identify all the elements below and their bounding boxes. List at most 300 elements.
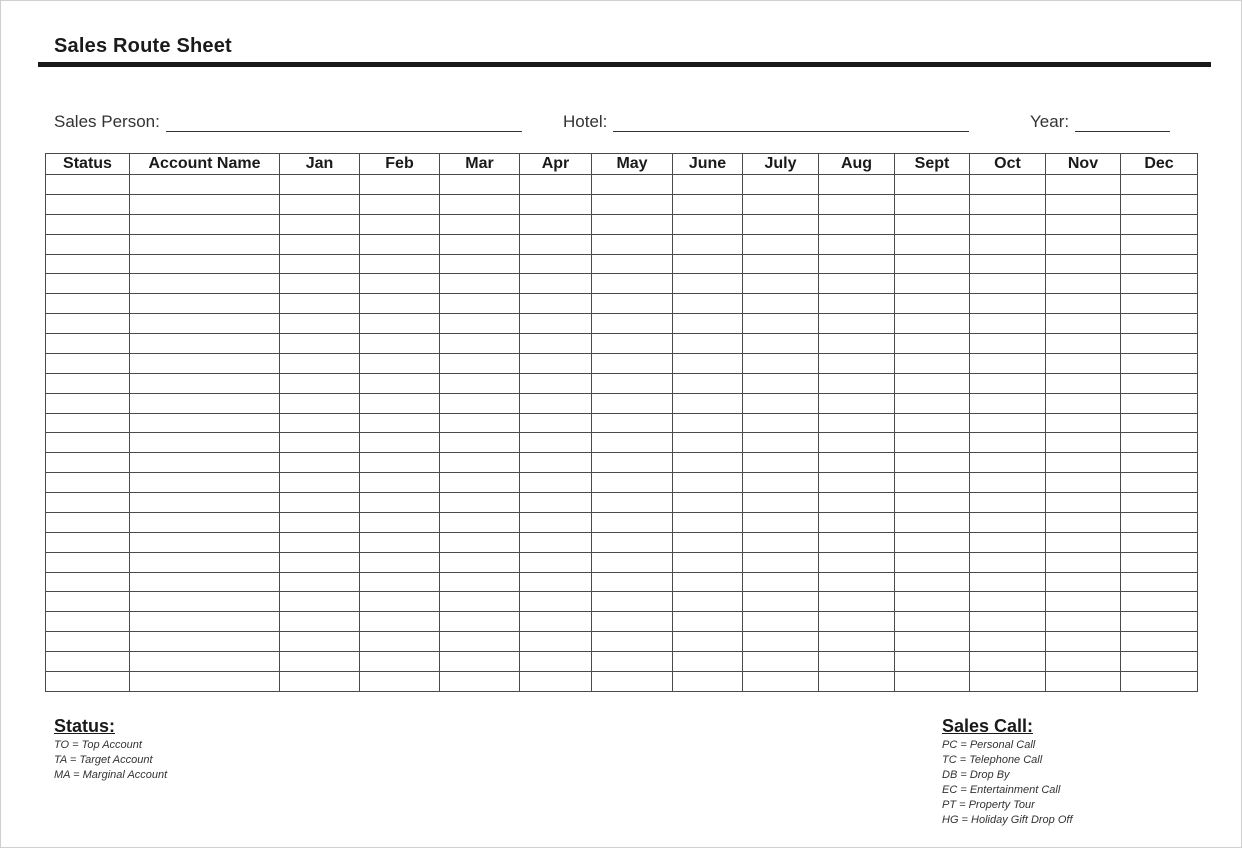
table-cell[interactable]	[520, 512, 592, 532]
table-cell[interactable]	[1046, 413, 1121, 433]
table-cell[interactable]	[743, 294, 819, 314]
table-cell[interactable]	[520, 373, 592, 393]
table-cell[interactable]	[440, 671, 520, 691]
table-cell[interactable]	[280, 612, 360, 632]
table-cell[interactable]	[130, 532, 280, 552]
table-cell[interactable]	[280, 175, 360, 195]
table-cell[interactable]	[895, 194, 970, 214]
table-cell[interactable]	[970, 413, 1046, 433]
table-cell[interactable]	[280, 473, 360, 493]
table-cell[interactable]	[1046, 214, 1121, 234]
table-cell[interactable]	[1121, 413, 1198, 433]
table-cell[interactable]	[360, 652, 440, 672]
table-cell[interactable]	[1121, 254, 1198, 274]
table-cell[interactable]	[1121, 532, 1198, 552]
table-cell[interactable]	[970, 612, 1046, 632]
table-cell[interactable]	[592, 413, 673, 433]
table-cell[interactable]	[592, 194, 673, 214]
table-cell[interactable]	[970, 274, 1046, 294]
table-cell[interactable]	[970, 473, 1046, 493]
table-cell[interactable]	[592, 671, 673, 691]
table-cell[interactable]	[1046, 433, 1121, 453]
table-cell[interactable]	[1121, 473, 1198, 493]
table-cell[interactable]	[743, 453, 819, 473]
table-cell[interactable]	[440, 572, 520, 592]
table-cell[interactable]	[743, 532, 819, 552]
table-cell[interactable]	[743, 671, 819, 691]
table-cell[interactable]	[743, 175, 819, 195]
table-cell[interactable]	[895, 592, 970, 612]
table-cell[interactable]	[1046, 671, 1121, 691]
table-cell[interactable]	[440, 274, 520, 294]
table-cell[interactable]	[592, 552, 673, 572]
table-cell[interactable]	[440, 194, 520, 214]
table-cell[interactable]	[819, 254, 895, 274]
table-cell[interactable]	[970, 214, 1046, 234]
table-cell[interactable]	[520, 572, 592, 592]
table-cell[interactable]	[970, 373, 1046, 393]
table-cell[interactable]	[130, 294, 280, 314]
table-cell[interactable]	[819, 493, 895, 513]
table-cell[interactable]	[819, 473, 895, 493]
table-cell[interactable]	[970, 194, 1046, 214]
table-cell[interactable]	[440, 413, 520, 433]
table-cell[interactable]	[743, 652, 819, 672]
table-cell[interactable]	[673, 532, 743, 552]
table-cell[interactable]	[895, 493, 970, 513]
table-cell[interactable]	[360, 194, 440, 214]
table-cell[interactable]	[1121, 274, 1198, 294]
table-cell[interactable]	[819, 592, 895, 612]
table-cell[interactable]	[520, 473, 592, 493]
table-cell[interactable]	[520, 632, 592, 652]
table-cell[interactable]	[895, 652, 970, 672]
table-cell[interactable]	[130, 314, 280, 334]
table-cell[interactable]	[1121, 234, 1198, 254]
table-cell[interactable]	[46, 254, 130, 274]
table-cell[interactable]	[673, 512, 743, 532]
table-cell[interactable]	[46, 532, 130, 552]
table-cell[interactable]	[592, 652, 673, 672]
table-cell[interactable]	[895, 532, 970, 552]
table-cell[interactable]	[130, 473, 280, 493]
table-cell[interactable]	[819, 175, 895, 195]
table-cell[interactable]	[592, 512, 673, 532]
table-cell[interactable]	[1046, 234, 1121, 254]
table-cell[interactable]	[520, 453, 592, 473]
sales-person-input-line[interactable]	[166, 113, 522, 132]
table-cell[interactable]	[819, 652, 895, 672]
table-cell[interactable]	[1121, 493, 1198, 513]
table-cell[interactable]	[280, 353, 360, 373]
table-cell[interactable]	[673, 632, 743, 652]
table-cell[interactable]	[970, 294, 1046, 314]
table-cell[interactable]	[592, 175, 673, 195]
table-cell[interactable]	[130, 652, 280, 672]
table-cell[interactable]	[1046, 393, 1121, 413]
table-cell[interactable]	[592, 373, 673, 393]
table-cell[interactable]	[46, 671, 130, 691]
table-cell[interactable]	[673, 373, 743, 393]
table-cell[interactable]	[743, 572, 819, 592]
table-cell[interactable]	[520, 592, 592, 612]
table-cell[interactable]	[360, 532, 440, 552]
table-cell[interactable]	[46, 175, 130, 195]
table-cell[interactable]	[360, 314, 440, 334]
table-cell[interactable]	[440, 552, 520, 572]
table-cell[interactable]	[360, 175, 440, 195]
table-cell[interactable]	[819, 294, 895, 314]
table-cell[interactable]	[520, 175, 592, 195]
table-cell[interactable]	[520, 214, 592, 234]
table-cell[interactable]	[895, 473, 970, 493]
table-cell[interactable]	[743, 214, 819, 234]
table-cell[interactable]	[360, 612, 440, 632]
table-cell[interactable]	[819, 393, 895, 413]
table-cell[interactable]	[895, 413, 970, 433]
table-cell[interactable]	[130, 194, 280, 214]
table-cell[interactable]	[280, 572, 360, 592]
table-cell[interactable]	[130, 671, 280, 691]
table-cell[interactable]	[130, 612, 280, 632]
table-cell[interactable]	[280, 294, 360, 314]
table-cell[interactable]	[1046, 453, 1121, 473]
hotel-input-line[interactable]	[613, 113, 969, 132]
table-cell[interactable]	[46, 592, 130, 612]
table-cell[interactable]	[1046, 612, 1121, 632]
table-cell[interactable]	[743, 473, 819, 493]
table-cell[interactable]	[970, 652, 1046, 672]
table-cell[interactable]	[1121, 294, 1198, 314]
table-cell[interactable]	[970, 453, 1046, 473]
table-cell[interactable]	[673, 334, 743, 354]
table-cell[interactable]	[280, 234, 360, 254]
table-cell[interactable]	[360, 294, 440, 314]
table-cell[interactable]	[440, 632, 520, 652]
table-cell[interactable]	[520, 234, 592, 254]
year-input-line[interactable]	[1075, 113, 1170, 132]
table-cell[interactable]	[360, 572, 440, 592]
table-cell[interactable]	[1121, 353, 1198, 373]
table-cell[interactable]	[440, 612, 520, 632]
table-cell[interactable]	[673, 254, 743, 274]
table-cell[interactable]	[360, 234, 440, 254]
table-cell[interactable]	[592, 334, 673, 354]
table-cell[interactable]	[360, 334, 440, 354]
table-cell[interactable]	[970, 254, 1046, 274]
table-cell[interactable]	[743, 194, 819, 214]
table-cell[interactable]	[280, 393, 360, 413]
table-cell[interactable]	[130, 592, 280, 612]
table-cell[interactable]	[895, 632, 970, 652]
table-cell[interactable]	[46, 612, 130, 632]
table-cell[interactable]	[520, 254, 592, 274]
table-cell[interactable]	[440, 453, 520, 473]
table-cell[interactable]	[819, 194, 895, 214]
table-cell[interactable]	[1121, 632, 1198, 652]
table-cell[interactable]	[520, 413, 592, 433]
table-cell[interactable]	[1046, 632, 1121, 652]
table-cell[interactable]	[130, 274, 280, 294]
table-cell[interactable]	[895, 433, 970, 453]
table-cell[interactable]	[520, 294, 592, 314]
table-cell[interactable]	[440, 353, 520, 373]
table-cell[interactable]	[280, 433, 360, 453]
table-cell[interactable]	[743, 314, 819, 334]
table-cell[interactable]	[970, 393, 1046, 413]
table-cell[interactable]	[743, 334, 819, 354]
table-cell[interactable]	[895, 612, 970, 632]
table-cell[interactable]	[970, 353, 1046, 373]
table-cell[interactable]	[819, 353, 895, 373]
table-cell[interactable]	[592, 572, 673, 592]
table-cell[interactable]	[280, 314, 360, 334]
table-cell[interactable]	[1046, 353, 1121, 373]
table-cell[interactable]	[520, 334, 592, 354]
table-cell[interactable]	[592, 473, 673, 493]
table-cell[interactable]	[1046, 652, 1121, 672]
table-cell[interactable]	[520, 612, 592, 632]
table-cell[interactable]	[280, 532, 360, 552]
table-cell[interactable]	[819, 334, 895, 354]
table-cell[interactable]	[130, 552, 280, 572]
table-cell[interactable]	[1121, 393, 1198, 413]
table-cell[interactable]	[819, 373, 895, 393]
table-cell[interactable]	[360, 632, 440, 652]
table-cell[interactable]	[673, 453, 743, 473]
table-cell[interactable]	[1121, 453, 1198, 473]
table-cell[interactable]	[520, 353, 592, 373]
table-cell[interactable]	[46, 294, 130, 314]
table-cell[interactable]	[592, 453, 673, 473]
table-cell[interactable]	[440, 334, 520, 354]
table-cell[interactable]	[130, 493, 280, 513]
table-cell[interactable]	[895, 512, 970, 532]
table-cell[interactable]	[819, 234, 895, 254]
table-cell[interactable]	[819, 512, 895, 532]
table-cell[interactable]	[1046, 552, 1121, 572]
table-cell[interactable]	[1046, 175, 1121, 195]
table-cell[interactable]	[673, 652, 743, 672]
table-cell[interactable]	[592, 234, 673, 254]
table-cell[interactable]	[970, 493, 1046, 513]
table-cell[interactable]	[673, 294, 743, 314]
table-cell[interactable]	[440, 512, 520, 532]
table-cell[interactable]	[819, 532, 895, 552]
table-cell[interactable]	[130, 512, 280, 532]
table-cell[interactable]	[360, 592, 440, 612]
table-cell[interactable]	[280, 512, 360, 532]
table-cell[interactable]	[360, 473, 440, 493]
table-cell[interactable]	[280, 652, 360, 672]
table-cell[interactable]	[46, 214, 130, 234]
table-cell[interactable]	[280, 274, 360, 294]
table-cell[interactable]	[46, 433, 130, 453]
table-cell[interactable]	[1046, 334, 1121, 354]
table-cell[interactable]	[592, 254, 673, 274]
table-cell[interactable]	[970, 552, 1046, 572]
table-cell[interactable]	[743, 552, 819, 572]
table-cell[interactable]	[280, 334, 360, 354]
table-cell[interactable]	[819, 413, 895, 433]
table-cell[interactable]	[280, 373, 360, 393]
table-cell[interactable]	[130, 433, 280, 453]
table-cell[interactable]	[360, 512, 440, 532]
table-cell[interactable]	[520, 552, 592, 572]
table-cell[interactable]	[360, 274, 440, 294]
table-cell[interactable]	[1046, 373, 1121, 393]
table-cell[interactable]	[130, 393, 280, 413]
table-cell[interactable]	[895, 453, 970, 473]
table-cell[interactable]	[130, 175, 280, 195]
table-cell[interactable]	[46, 234, 130, 254]
table-cell[interactable]	[743, 413, 819, 433]
table-cell[interactable]	[46, 572, 130, 592]
table-cell[interactable]	[360, 393, 440, 413]
table-cell[interactable]	[360, 433, 440, 453]
table-cell[interactable]	[280, 194, 360, 214]
table-cell[interactable]	[819, 453, 895, 473]
table-cell[interactable]	[743, 592, 819, 612]
table-cell[interactable]	[895, 353, 970, 373]
table-cell[interactable]	[743, 612, 819, 632]
table-cell[interactable]	[280, 592, 360, 612]
table-cell[interactable]	[280, 552, 360, 572]
table-cell[interactable]	[673, 473, 743, 493]
table-cell[interactable]	[130, 453, 280, 473]
table-cell[interactable]	[280, 493, 360, 513]
table-cell[interactable]	[46, 314, 130, 334]
table-cell[interactable]	[1046, 493, 1121, 513]
table-cell[interactable]	[592, 294, 673, 314]
table-cell[interactable]	[520, 194, 592, 214]
table-cell[interactable]	[819, 671, 895, 691]
table-cell[interactable]	[520, 532, 592, 552]
table-cell[interactable]	[280, 671, 360, 691]
table-cell[interactable]	[440, 433, 520, 453]
table-cell[interactable]	[130, 632, 280, 652]
table-cell[interactable]	[743, 373, 819, 393]
table-cell[interactable]	[280, 453, 360, 473]
table-cell[interactable]	[970, 671, 1046, 691]
table-cell[interactable]	[520, 314, 592, 334]
table-cell[interactable]	[46, 334, 130, 354]
table-cell[interactable]	[970, 314, 1046, 334]
table-cell[interactable]	[673, 314, 743, 334]
table-cell[interactable]	[130, 254, 280, 274]
table-cell[interactable]	[970, 532, 1046, 552]
table-cell[interactable]	[1046, 473, 1121, 493]
table-cell[interactable]	[895, 274, 970, 294]
table-cell[interactable]	[1046, 532, 1121, 552]
table-cell[interactable]	[895, 552, 970, 572]
table-cell[interactable]	[673, 592, 743, 612]
table-cell[interactable]	[819, 433, 895, 453]
table-cell[interactable]	[130, 373, 280, 393]
table-cell[interactable]	[46, 552, 130, 572]
table-cell[interactable]	[130, 353, 280, 373]
table-cell[interactable]	[970, 334, 1046, 354]
table-cell[interactable]	[1121, 552, 1198, 572]
table-cell[interactable]	[743, 234, 819, 254]
table-cell[interactable]	[1121, 652, 1198, 672]
table-cell[interactable]	[592, 433, 673, 453]
table-cell[interactable]	[46, 194, 130, 214]
table-cell[interactable]	[819, 612, 895, 632]
table-cell[interactable]	[970, 433, 1046, 453]
table-cell[interactable]	[819, 632, 895, 652]
table-cell[interactable]	[1121, 314, 1198, 334]
table-cell[interactable]	[895, 393, 970, 413]
table-cell[interactable]	[673, 194, 743, 214]
table-cell[interactable]	[1046, 512, 1121, 532]
table-cell[interactable]	[46, 393, 130, 413]
table-cell[interactable]	[673, 234, 743, 254]
table-cell[interactable]	[1121, 194, 1198, 214]
table-cell[interactable]	[673, 393, 743, 413]
table-cell[interactable]	[440, 473, 520, 493]
table-cell[interactable]	[592, 612, 673, 632]
table-cell[interactable]	[46, 512, 130, 532]
table-cell[interactable]	[970, 512, 1046, 532]
table-cell[interactable]	[360, 353, 440, 373]
table-cell[interactable]	[46, 473, 130, 493]
table-cell[interactable]	[673, 413, 743, 433]
table-cell[interactable]	[520, 493, 592, 513]
table-cell[interactable]	[1121, 334, 1198, 354]
table-cell[interactable]	[360, 671, 440, 691]
table-cell[interactable]	[743, 254, 819, 274]
table-cell[interactable]	[520, 652, 592, 672]
table-cell[interactable]	[1046, 592, 1121, 612]
table-cell[interactable]	[280, 413, 360, 433]
table-cell[interactable]	[130, 572, 280, 592]
table-cell[interactable]	[819, 572, 895, 592]
table-cell[interactable]	[1046, 274, 1121, 294]
table-cell[interactable]	[360, 373, 440, 393]
table-cell[interactable]	[895, 254, 970, 274]
table-cell[interactable]	[970, 592, 1046, 612]
table-cell[interactable]	[440, 214, 520, 234]
table-cell[interactable]	[520, 433, 592, 453]
table-cell[interactable]	[46, 373, 130, 393]
table-cell[interactable]	[360, 453, 440, 473]
table-cell[interactable]	[819, 274, 895, 294]
table-cell[interactable]	[46, 632, 130, 652]
table-cell[interactable]	[592, 632, 673, 652]
table-cell[interactable]	[360, 493, 440, 513]
table-cell[interactable]	[673, 552, 743, 572]
table-cell[interactable]	[1046, 572, 1121, 592]
table-cell[interactable]	[592, 532, 673, 552]
table-cell[interactable]	[895, 572, 970, 592]
table-cell[interactable]	[895, 234, 970, 254]
table-cell[interactable]	[360, 552, 440, 572]
table-cell[interactable]	[743, 512, 819, 532]
table-cell[interactable]	[1121, 373, 1198, 393]
table-cell[interactable]	[520, 393, 592, 413]
table-cell[interactable]	[895, 671, 970, 691]
table-cell[interactable]	[1121, 175, 1198, 195]
table-cell[interactable]	[360, 254, 440, 274]
table-cell[interactable]	[970, 175, 1046, 195]
table-cell[interactable]	[743, 632, 819, 652]
table-cell[interactable]	[743, 274, 819, 294]
table-cell[interactable]	[440, 175, 520, 195]
table-cell[interactable]	[895, 334, 970, 354]
table-cell[interactable]	[819, 552, 895, 572]
table-cell[interactable]	[592, 314, 673, 334]
